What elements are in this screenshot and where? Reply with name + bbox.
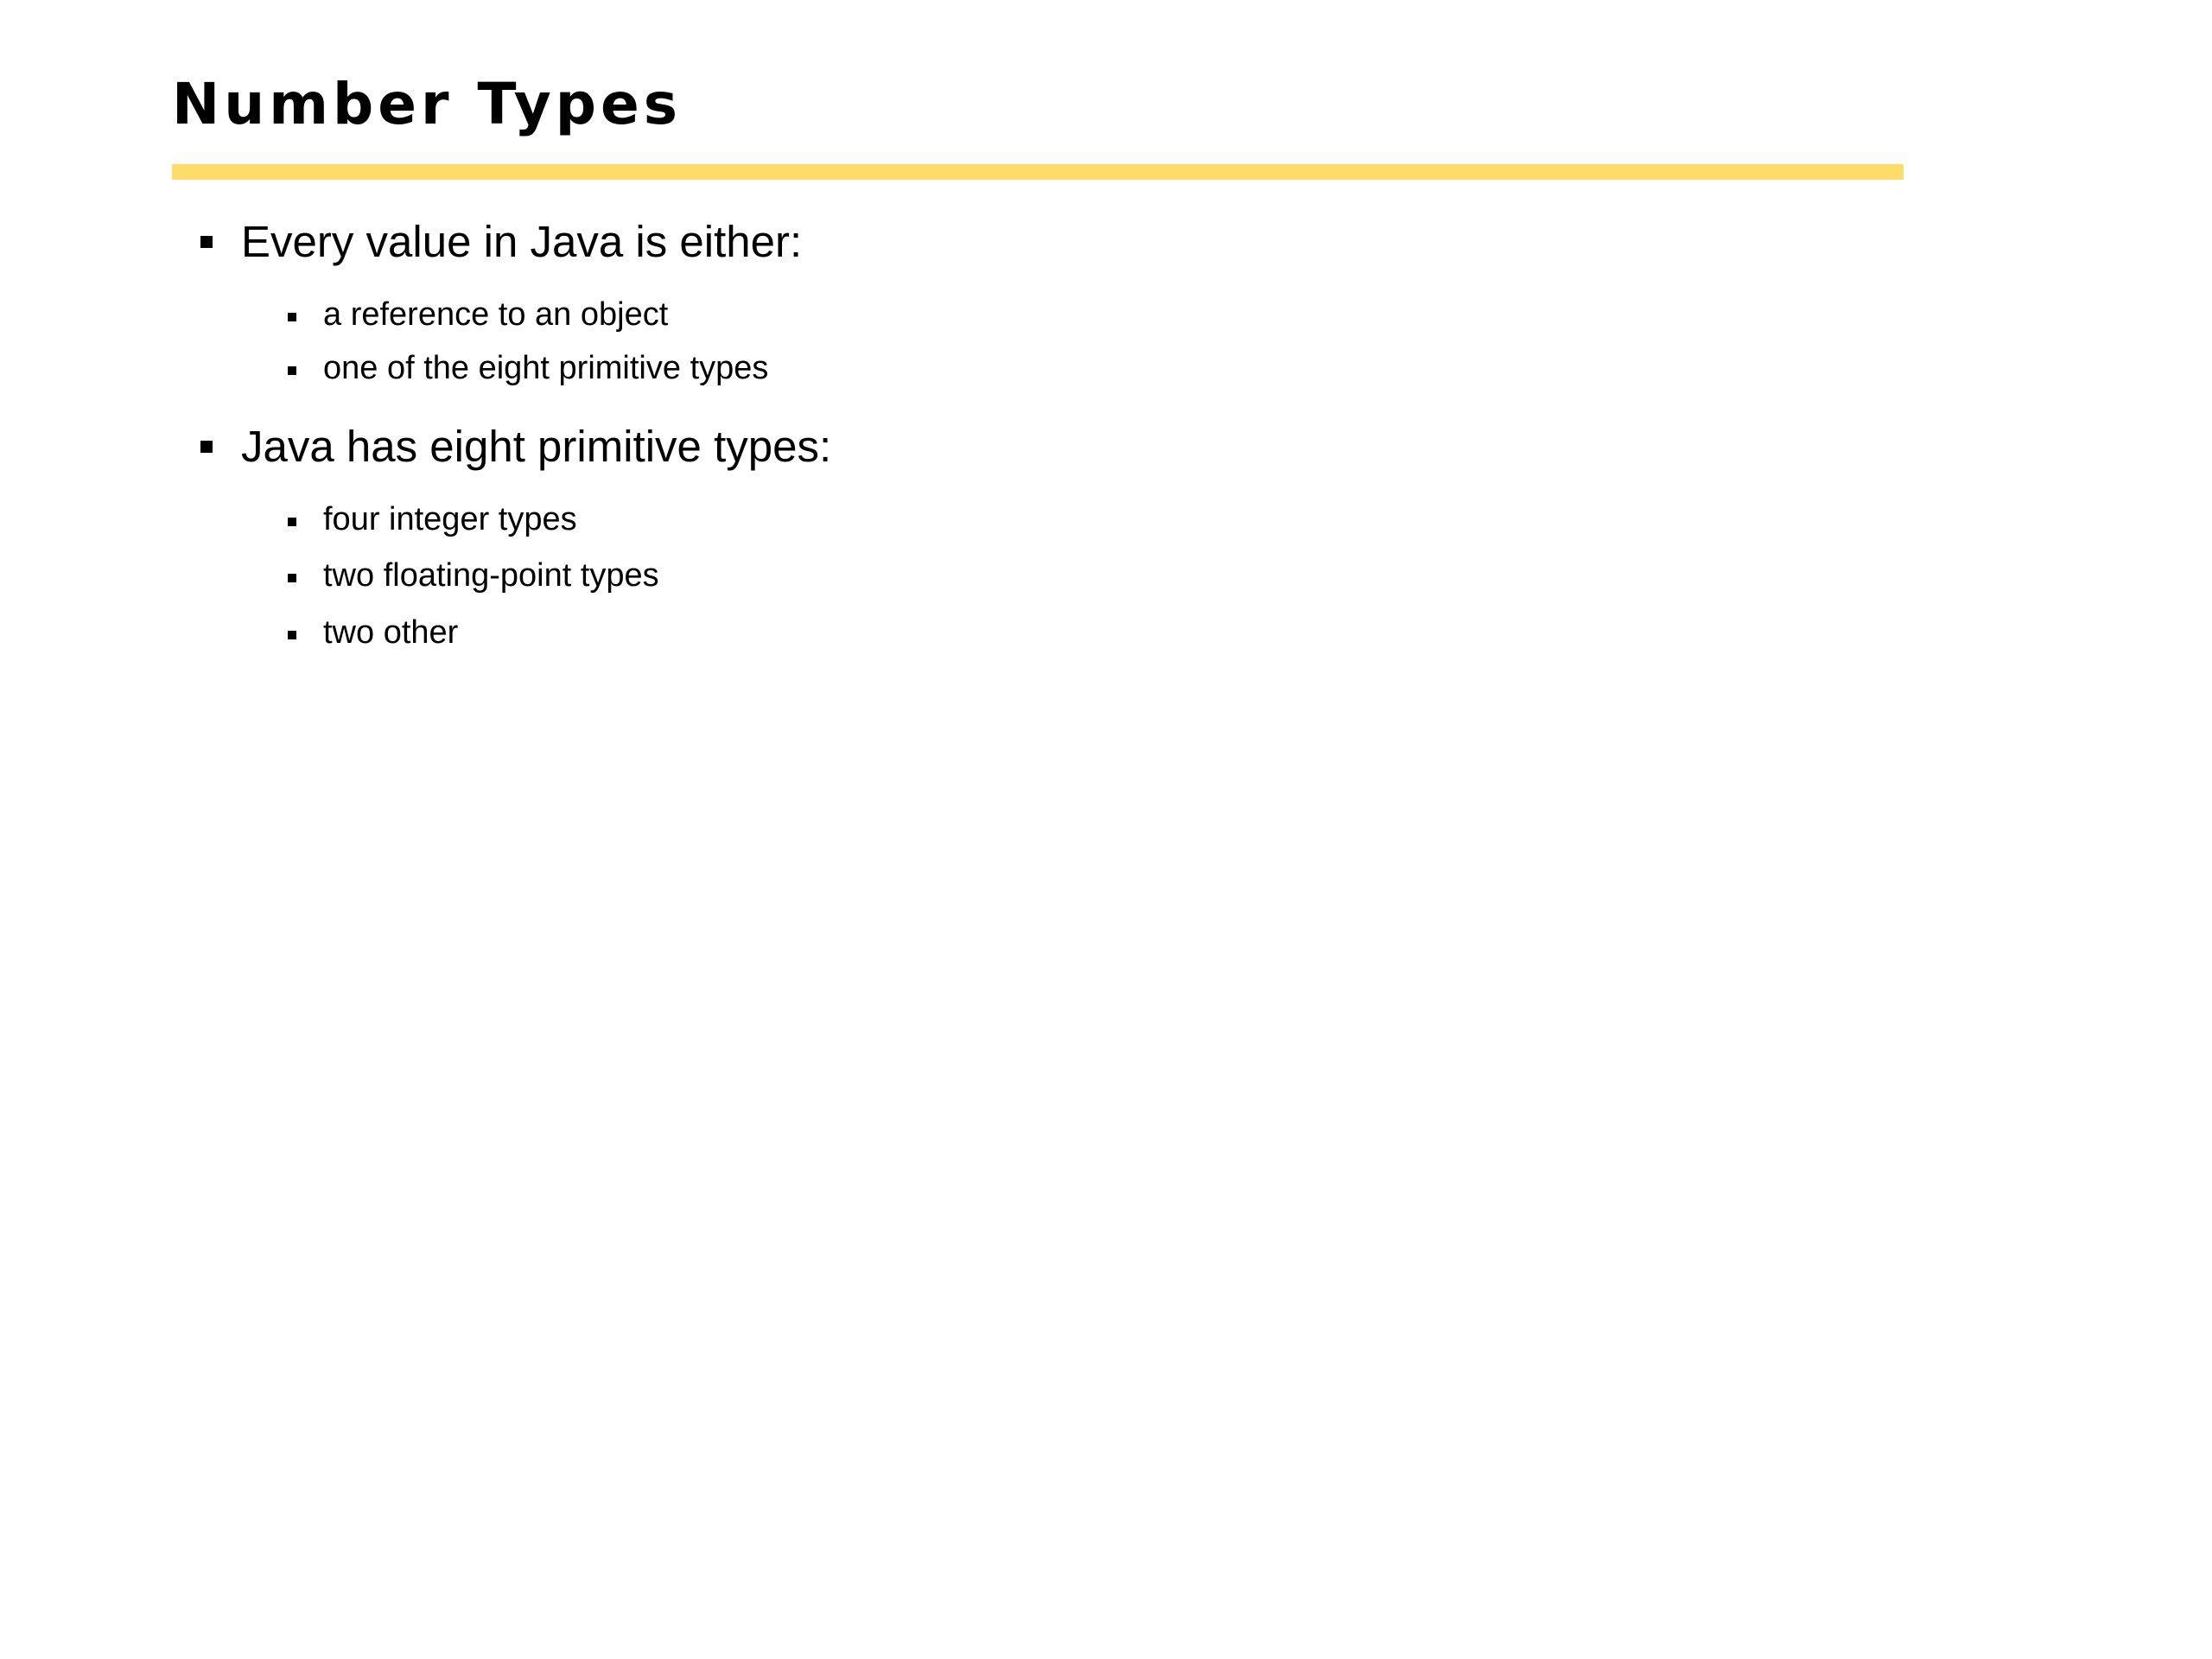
bullet-text: Every value in Java is either: [241,217,803,266]
square-bullet-icon [200,441,213,453]
sub-bullet-text: two floating-point types [323,557,659,594]
sub-bullet-text: four integer types [323,501,577,537]
square-bullet-icon [200,236,213,248]
square-bullet-icon [288,313,296,321]
slide-title: Number Types [172,71,683,137]
square-bullet-icon [288,518,296,526]
sub-bullet-text: a reference to an object [323,296,669,333]
sub-bullet-text: two other [323,614,459,651]
square-bullet-icon [288,631,296,639]
square-bullet-icon [288,574,296,582]
sub-bullet-text: one of the eight primitive types [323,350,769,386]
title-underline [172,164,1904,180]
square-bullet-icon [288,366,296,375]
bullet-text: Java has eight primitive types: [241,422,832,471]
